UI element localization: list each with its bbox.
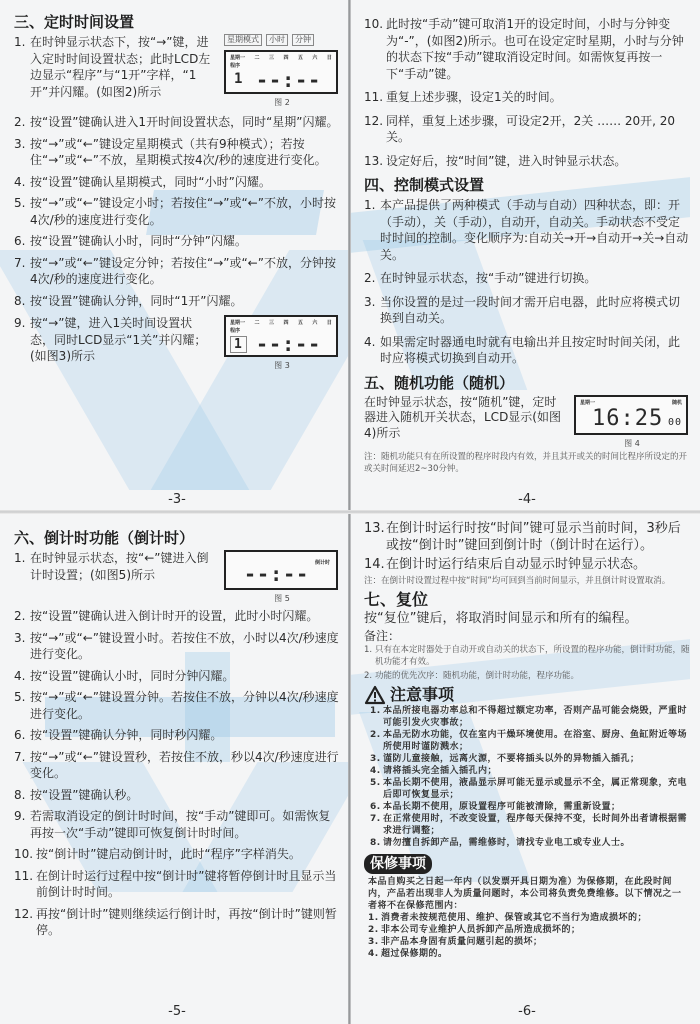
lcd-day-label: 日	[326, 55, 332, 61]
item-text: 按“→”键，进入1关时间设置状态，同时LCD显示“1关”并闪耀；(如图3)所示	[30, 316, 207, 363]
lcd-time: --:--	[244, 562, 310, 586]
item-text: 按“→”或“←”键设定星期模式（共有9种模式）；若按住“→”或“←”不放，星期模式按4次/秒的速度进行变化。	[30, 136, 327, 167]
item-text: 若需取消设定的倒计时时间，按“手动”键即可。如需恢复再按一次“手动”键即可恢复倒计时时间。	[30, 809, 331, 840]
list-item	[14, 630, 340, 663]
item-number: 12.	[14, 906, 34, 921]
item-text: 在倒计时运行时按“时间”键可显示当前时间，3秒后或按“倒计时”键回到倒计时（倒计时在运行）。	[386, 521, 681, 553]
item-text: 在时钟显示状态，按“←”键进入倒计时设置；(如图5)所示	[30, 551, 209, 582]
warranty-description: 本品自购买之日起一年内（以发票开具日期为准）为保修期，在此段时间内，产品若出现非人为质量问题时，本公司将负责免费维修。以下情况之一者将不在保修范围内：	[368, 877, 682, 911]
item-number: 10.	[14, 847, 34, 861]
step-list	[14, 34, 216, 100]
list-item	[364, 89, 690, 106]
list-item	[364, 520, 690, 554]
list-item	[368, 924, 690, 936]
item-text: 设定好后，按“时间”键，进入时钟显示状态。	[386, 153, 627, 168]
figure-5	[224, 550, 340, 604]
item-number: 6.	[14, 728, 26, 742]
item-number: 3.	[14, 630, 26, 645]
warranty-header	[364, 853, 690, 874]
item-number: 7.	[14, 749, 26, 764]
item-text: 按“→”或“←”键设定分钟；若按住“→”或“←”不放，分钟按4次/秒的速度进行变化。	[30, 255, 336, 286]
step-list	[364, 16, 690, 169]
item-number: 1.	[364, 198, 376, 212]
item-number: 1.	[370, 706, 381, 716]
item-number: 1.	[364, 644, 373, 655]
item-number: 1.	[14, 35, 26, 49]
item-text: 当你设置的是过一段时间才需开启电器，此时应将模式切换到自动关。	[380, 294, 681, 325]
step-list	[14, 315, 216, 365]
lcd-program-number: 1	[234, 71, 244, 87]
item-text: 按“→”或“←”键设定小时；若按住“→”或“←”不放，小时按4次/秒的速度进行变化。	[30, 196, 336, 227]
section-heading: 三、定时时间设置	[14, 13, 135, 31]
lcd-time: 16:25	[592, 405, 664, 431]
item-text: 再按“倒计时”键则继续运行倒计时，再按“倒计时”键则暂停。	[36, 906, 337, 937]
list-item	[364, 556, 690, 573]
fig-caption: 图 4	[624, 438, 640, 448]
item-text: 本品无防水功能，仅在室内干燥环境使用。在浴室、厨房、鱼缸附近等场所使用时谨防溅水；	[383, 730, 688, 752]
item-text: 按“设置”键确认进入倒计时开的设置，此时小时闪耀。	[30, 609, 319, 623]
fig-caption: 图 5	[274, 594, 290, 603]
item-number: 8.	[14, 293, 26, 308]
item-number: 2.	[370, 730, 381, 740]
lcd-program-label: 程序	[230, 328, 241, 334]
item-text: 只有在本定时器处于自动开或自动关的状态下，所设置的程序功能，倒计时功能，随机功能才有效。	[375, 644, 690, 667]
list-item	[368, 936, 690, 948]
fig-label: 星期模式	[224, 34, 262, 46]
item-number: 1.	[14, 551, 26, 565]
remarks-list	[364, 644, 690, 683]
step-with-figure	[14, 315, 340, 371]
lcd-day-label: 三	[268, 55, 274, 61]
item-text: 在时钟显示状态，按“手动”键进行切换。	[380, 271, 597, 285]
lcd-day-label: 星期一	[580, 399, 596, 406]
warranty-list	[364, 912, 690, 960]
list-item	[364, 334, 690, 367]
item-number: 5.	[370, 778, 381, 788]
lcd-day-label: 星期一	[230, 55, 246, 61]
list-item	[364, 670, 690, 683]
list-item	[14, 787, 340, 804]
lcd-day-label: 六	[312, 55, 318, 61]
item-text: 按“设置”键确认进入1开时间设置状态，同时“星期”闪耀。	[30, 115, 339, 129]
item-number: 11.	[364, 90, 384, 104]
fig-caption: 图 2	[274, 98, 290, 107]
list-item	[14, 727, 340, 744]
section-heading: 六、倒计时功能（倒计时）	[14, 529, 195, 547]
list-item	[370, 801, 690, 813]
item-number: 10.	[364, 17, 384, 31]
item-text: 功能的优先次序：随机功能，倒计时功能，程序功能。	[375, 670, 580, 681]
section-heading: 七、复位	[364, 589, 429, 609]
item-number: 4.	[14, 174, 26, 189]
item-text: 本产品提供了两种模式（手动与自动）四种状态，即：开（手动），关（手动），自动开，自动关。手动状态不受定时时间的控制。变化顺序为:自动关→开→自动开→关→自动关。	[380, 198, 689, 262]
random-description: 在时钟显示状态，按“随机”键，定时器进入随机开关状态，LCD显示(如图4)所示	[364, 394, 561, 440]
list-item	[370, 729, 690, 753]
item-text: 按“设置”键确认分钟，同时“1开”闪耀。	[30, 293, 243, 308]
list-item	[14, 195, 340, 228]
list-item	[368, 948, 690, 960]
lcd-program-label: 程序	[230, 63, 241, 69]
list-item	[14, 293, 340, 310]
step-list	[364, 197, 690, 367]
list-item	[370, 765, 690, 777]
list-item	[368, 912, 690, 924]
step-with-figure	[14, 550, 340, 604]
list-item	[364, 197, 690, 263]
list-item	[14, 550, 216, 583]
lcd-figure-5	[224, 550, 338, 590]
item-text: 重复上述步骤，设定1关的时间。	[386, 90, 562, 104]
list-item	[364, 270, 690, 287]
item-number: 2.	[364, 670, 373, 681]
lcd-countdown-label: 倒计时	[314, 560, 330, 566]
item-number: 13.	[364, 521, 385, 536]
list-item	[364, 113, 690, 146]
item-text: 谨防儿童接触，远离火源，不要将插头以外的异物插入插孔；	[383, 754, 640, 764]
list-item	[14, 136, 340, 169]
item-number: 3.	[14, 136, 26, 151]
item-text: 按“设置”键确认小时，同时分钟闪耀。	[30, 668, 235, 683]
item-text: 请将插头完全插入插孔内；	[383, 766, 498, 776]
step-list	[14, 550, 216, 583]
page-fold-horizontal	[0, 510, 700, 514]
item-number: 13.	[364, 153, 384, 168]
item-text: 按“设置”键确认分钟，同时秒闪耀。	[30, 728, 223, 742]
list-item	[14, 668, 340, 685]
figure-3	[224, 315, 340, 371]
item-text: 按“→”或“←”键设置秒，若按住不放，秒以4次/秒速度进行变化。	[30, 749, 339, 780]
list-item	[370, 777, 690, 801]
item-number: 1.	[368, 913, 379, 923]
lcd-day-label: 五	[297, 55, 303, 61]
list-item	[14, 808, 340, 841]
item-text: 非本公司专业维护人员拆卸产品所造成损坏的；	[381, 925, 581, 935]
manual-page-6	[350, 512, 700, 1024]
list-item	[370, 837, 690, 849]
random-with-figure	[364, 395, 690, 449]
item-number: 8.	[14, 787, 26, 802]
remarks-title: 备注：	[364, 628, 401, 643]
item-text: 按“设置”键确认小时，同时“分钟”闪耀。	[30, 234, 247, 248]
caution-title: 注意事项	[390, 684, 455, 704]
list-item	[14, 114, 340, 131]
item-text: 非产品本身固有质量问题引起的损坏；	[381, 937, 543, 947]
lcd-figure-4	[574, 395, 688, 435]
manual-page-3	[0, 0, 350, 512]
fig-caption: 图 3	[274, 361, 290, 370]
fig-label: 小时	[266, 34, 288, 46]
item-number: 2.	[14, 115, 26, 129]
list-item	[364, 153, 690, 170]
item-number: 5.	[14, 690, 26, 704]
item-text: 同样，重复上述步骤，可设定2开，2关 …… 20开, 20关。	[386, 113, 676, 144]
item-number: 8.	[370, 838, 381, 848]
lcd-program-number: 1	[230, 336, 247, 353]
list-item	[14, 255, 340, 288]
list-item	[370, 705, 690, 729]
fig-label: 分钟	[292, 34, 314, 46]
item-number: 5.	[14, 196, 26, 210]
item-number: 6.	[14, 234, 26, 248]
list-item	[364, 16, 690, 82]
item-number: 9.	[14, 809, 26, 823]
lcd-time: --:--	[256, 332, 322, 356]
item-number: 4.	[370, 766, 381, 776]
manual-page-4	[350, 0, 700, 512]
lcd-day-label: 六	[312, 320, 318, 326]
item-text: 在倒计时运行结束后自动显示时钟显示状态。	[386, 557, 647, 572]
item-number: 6.	[370, 802, 381, 812]
item-text: 超过保修期的。	[381, 949, 448, 959]
item-text: 在时钟显示状态下，按“→”键，进入定时时间设置状态；此时LCD左边显示“程序”与“1开”字样，“1开”并闪耀。(如图2)所示	[30, 35, 211, 99]
item-text: 本品长期不使用，液晶显示屏可能无显示或显示不全，属正常现象，充电后即可恢复显示；	[383, 778, 688, 800]
note: 注：在倒计时设置过程中按“时间”均可回到当前时间显示，并且倒计时设置取消。	[364, 576, 671, 586]
step-with-figure	[14, 34, 340, 108]
list-item	[370, 753, 690, 765]
item-text: 请勿擅自拆卸产品，需维修时，请找专业电工或专业人士。	[383, 838, 631, 848]
warning-icon	[364, 685, 386, 705]
list-item	[14, 906, 340, 939]
list-item	[14, 689, 340, 722]
page-number: -4-	[518, 492, 536, 507]
lcd-seconds: 00	[668, 416, 683, 428]
lcd-figure-2	[224, 50, 338, 94]
list-item	[14, 868, 340, 901]
lcd-day-label: 五	[297, 320, 303, 326]
note: 注：随机功能只有在所设置的程序时段内有效，并且其开或关的时间比程序所设定的开或关时间延迟2~30分钟。	[364, 451, 688, 474]
page-number: -3-	[168, 492, 186, 507]
lcd-day-label: 二	[254, 320, 260, 326]
item-number: 4.	[364, 334, 376, 349]
step-list	[14, 114, 340, 309]
list-item	[14, 174, 340, 191]
section-heading: 五、随机功能（随机）	[364, 373, 515, 392]
item-number: 3.	[368, 937, 379, 947]
lcd-random-label: 随机	[671, 399, 682, 406]
step-list	[364, 520, 690, 573]
list-item	[364, 294, 690, 327]
warranty-title: 保修事项	[364, 854, 432, 874]
list-item	[14, 34, 216, 100]
list-item	[14, 846, 340, 863]
item-number: 2.	[364, 271, 376, 285]
lcd-day-label: 三	[268, 320, 274, 326]
item-text: 按“设置”键确认星期模式，同时“小时”闪耀。	[30, 174, 271, 189]
item-number: 12.	[364, 113, 384, 128]
reset-description: 按“复位”键后，将取消时间显示和所有的编程。	[364, 610, 638, 626]
item-text: 在正常使用时，不改变设置，程序每天保持不变，长时间外出者请根据需求进行调整；	[383, 814, 688, 836]
item-text: 本品长期不使用，原设置程序可能被清除，需重新设置；	[383, 802, 621, 812]
item-number: 14.	[364, 557, 385, 572]
step-list	[14, 608, 340, 939]
item-number: 4.	[368, 949, 379, 959]
item-text: 如果需定时器通电时就有电输出并且按定时时间关闭，此时应将模式切换到自动开。	[380, 334, 681, 365]
item-text: 按“→”或“←”键设置小时。若按住不放，小时以4次/秒速度进行变化。	[30, 630, 339, 661]
item-number: 7.	[370, 814, 381, 824]
item-text: 在倒计时运行过程中按“倒计时”键将暂停倒计时且显示当前倒计时时间。	[36, 868, 337, 899]
item-text: 此时按“手动”键可取消1开的设定时间，小时与分钟变为“-”，(如图2)所示。也可在设定定时星期，小时与分钟的状态下按“手动”键取消设定时间。如需恢复再按一下“手动”键。	[386, 17, 684, 81]
section-heading: 四、控制模式设置	[364, 176, 485, 194]
item-number: 4.	[14, 668, 26, 683]
list-item	[364, 644, 690, 669]
list-item	[370, 813, 690, 837]
lcd-day-label: 日	[326, 320, 332, 326]
lcd-time: --:--	[256, 68, 322, 92]
caution-header	[364, 684, 690, 705]
lcd-day-label: 星期一	[230, 320, 246, 326]
page-number: -6-	[518, 1004, 536, 1019]
item-number: 7.	[14, 255, 26, 270]
lcd-figure-3	[224, 315, 338, 357]
item-number: 2.	[14, 609, 26, 623]
item-text: 按“设置”键确认秒。	[30, 787, 139, 802]
item-number: 3.	[364, 294, 376, 309]
figure-4	[574, 395, 690, 449]
item-number: 3.	[370, 754, 381, 764]
item-text: 本品所接电器功率总和不得超过额定功率，否则产品可能会烧毁，严重时可能引发火灾事故；	[383, 706, 688, 728]
caution-list	[364, 705, 690, 849]
list-item	[14, 749, 340, 782]
lcd-day-label: 二	[254, 55, 260, 61]
page-number: -5-	[168, 1004, 186, 1019]
item-number: 9.	[14, 316, 26, 330]
figure-2	[224, 34, 340, 108]
list-item	[14, 608, 340, 625]
item-text: 消费者未按规范使用、维护、保管或其它不当行为造成损坏的；	[381, 913, 648, 923]
lcd-day-label: 四	[283, 320, 289, 326]
list-item	[14, 315, 216, 365]
item-number: 2.	[368, 925, 379, 935]
item-text: 按“→”或“←”键设置分钟。若按住不放，分钟以4次/秒速度进行变化。	[30, 690, 339, 721]
lcd-day-label: 四	[283, 55, 289, 61]
item-number: 11.	[14, 868, 34, 883]
list-item	[14, 233, 340, 250]
manual-page-5	[0, 512, 350, 1024]
item-text: 按“倒计时”键启动倒计时，此时“程序”字样消失。	[36, 847, 301, 861]
